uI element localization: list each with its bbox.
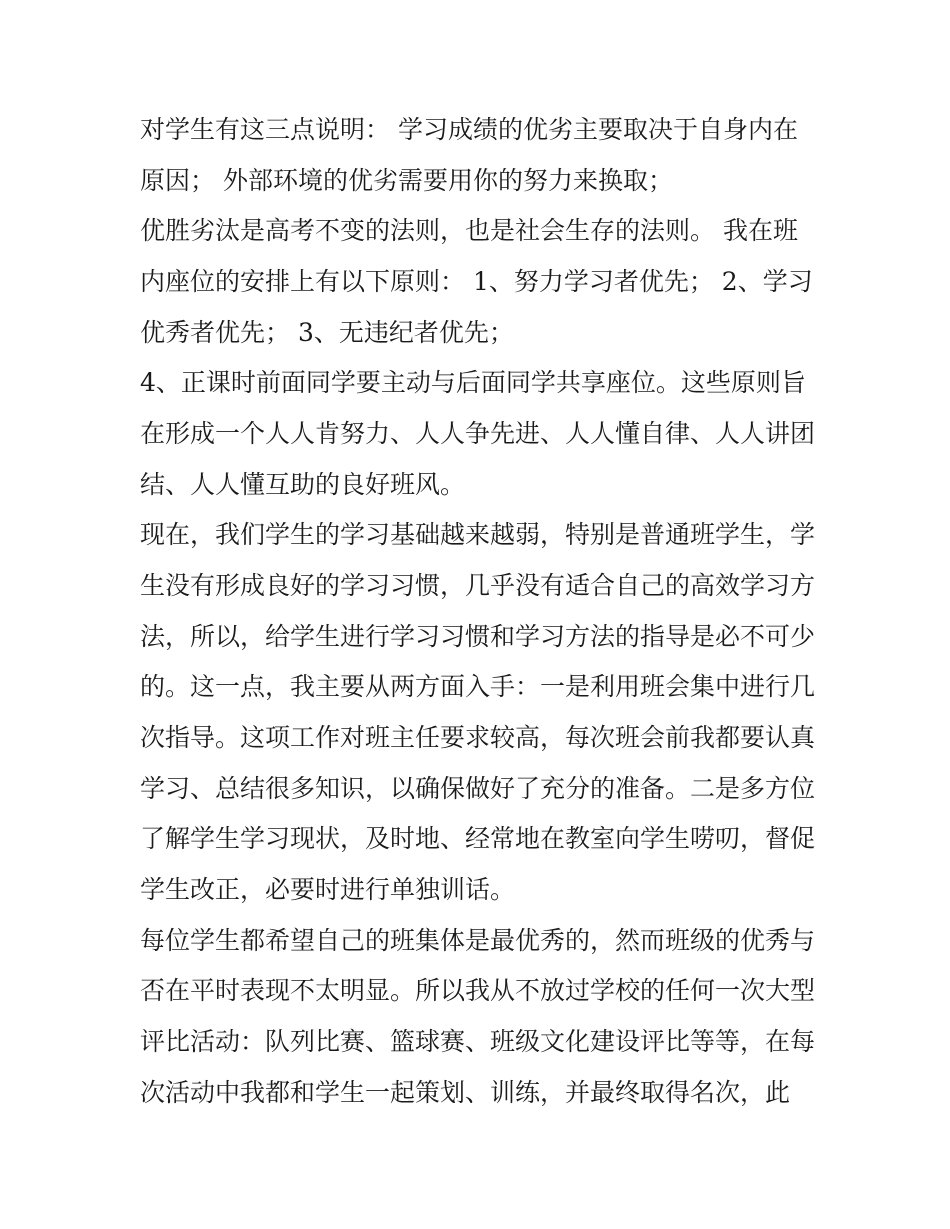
text-line: 内座位的安排上有以下原则： 1、努力学习者优先； 2、学习 [140, 267, 813, 296]
text-line: 的。这一点，我主要从两方面入手：一是利用班会集中进行几 [140, 672, 816, 701]
text-line: 次活动中我都和学生一起策划、训练，并最终取得名次，此 [140, 1078, 791, 1107]
text-line: 在形成一个人人肯努力、人人争先进、人人懂自律、人人讲团 [140, 419, 816, 448]
text-line: 生没有形成良好的学习习惯，几乎没有适合自己的高效学习方 [140, 571, 816, 600]
text-line: 学习、总结很多知识，以确保做好了充分的准备。二是多方位 [140, 774, 816, 803]
text-line: 4、正课时前面同学要主动与后面同学共享座位。这些原则旨 [140, 368, 806, 397]
text-line: 结、人人懂互助的良好班风。 [140, 470, 466, 499]
text-line: 学生改正，必要时进行单独训话。 [140, 875, 516, 904]
text-line: 评比活动：队列比赛、篮球赛、班级文化建设评比等等，在每 [140, 1027, 816, 1056]
text-line: 对学生有这三点说明： 学习成绩的优劣主要取决于自身内在 [140, 115, 798, 144]
text-line: 了解学生学习现状，及时地、经常地在教室向学生唠叨，督促 [140, 824, 816, 853]
text-line: 否在平时表现不太明显。所以我从不放过学校的任何一次大型 [140, 976, 816, 1005]
text-line: 次指导。这项工作对班主任要求较高，每次班会前我都要认真 [140, 723, 816, 752]
text-line: 现在，我们学生的学习基础越来越弱，特别是普通班学生，学 [140, 520, 816, 549]
text-line: 法，所以，给学生进行学习习惯和学习方法的指导是必不可少 [140, 622, 816, 651]
text-line: 优秀者优先； 3、无违纪者优先； [140, 318, 514, 347]
text-line: 原因； 外部环境的优劣需要用你的努力来换取； [140, 166, 673, 195]
text-line: 优胜劣汰是高考不变的法则，也是社会生存的法则。 我在班 [140, 216, 798, 245]
text-line: 每位学生都希望自己的班集体是最优秀的，然而班级的优秀与 [140, 926, 816, 955]
